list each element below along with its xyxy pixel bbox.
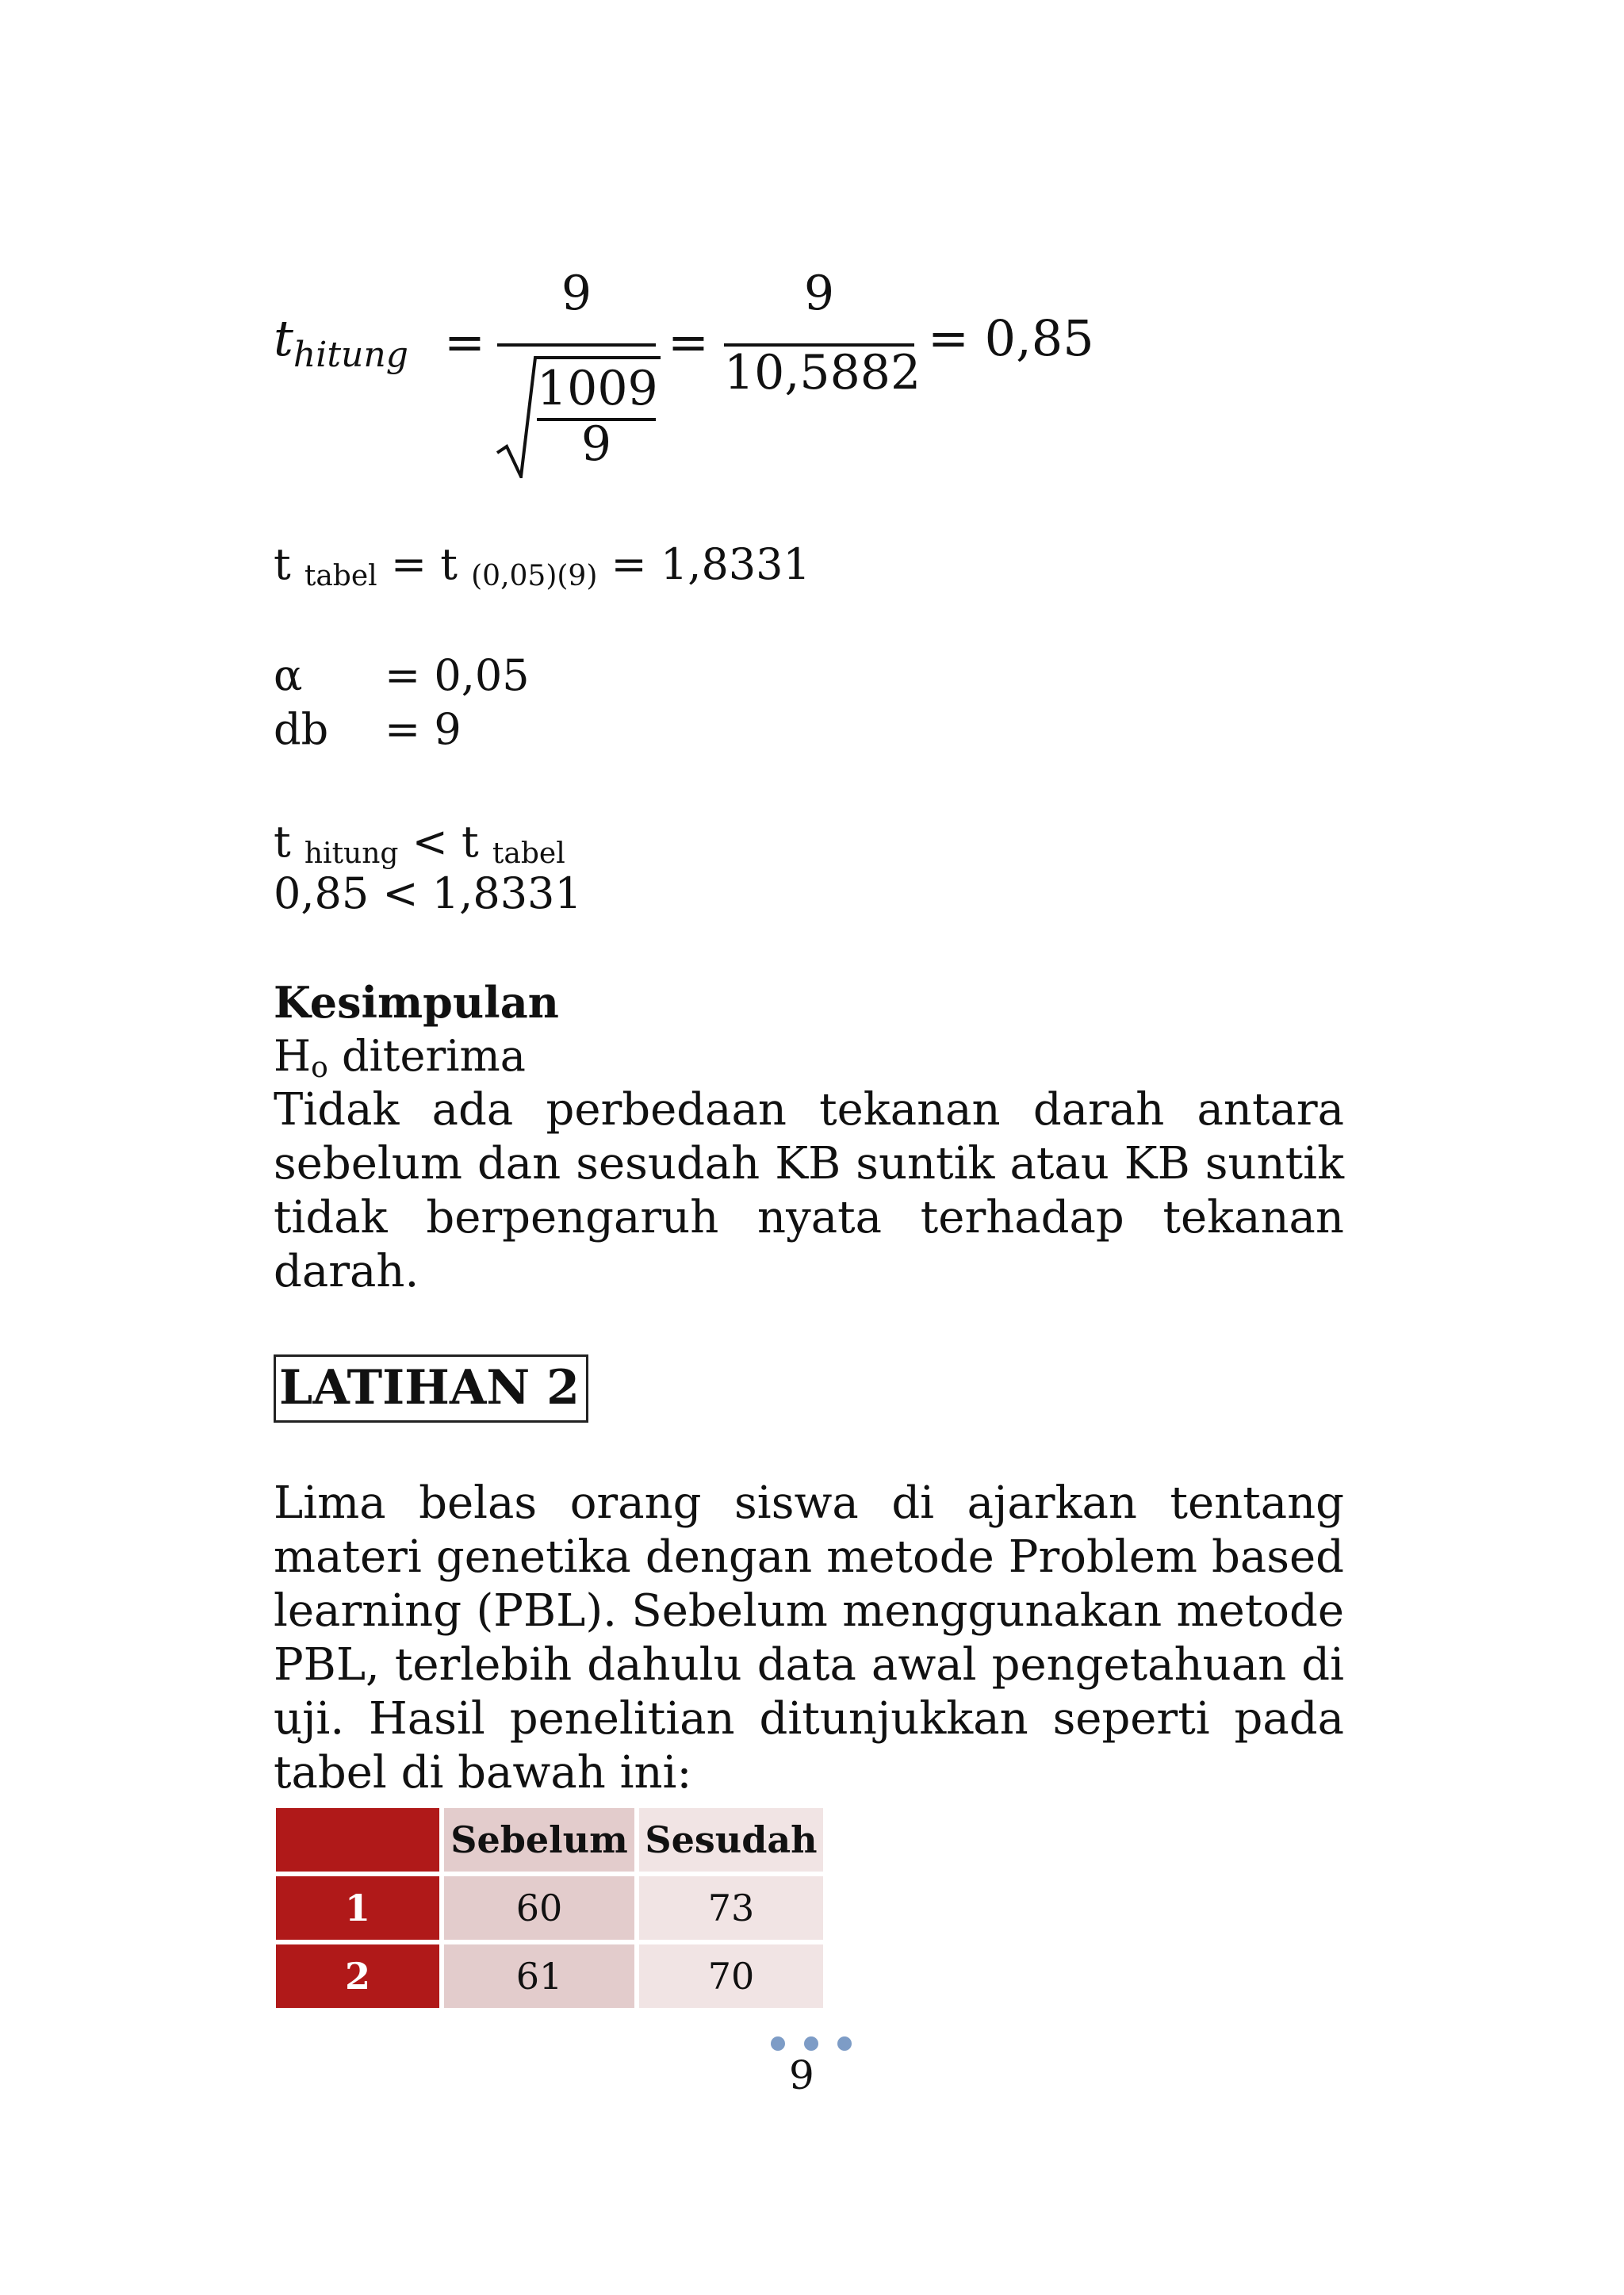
table-row <box>276 1876 823 1940</box>
formula-t-subscript: hitung <box>293 335 408 375</box>
table-corner-cell <box>276 1808 439 1872</box>
db-line: db = 9 <box>274 704 462 754</box>
conclusion-text: Tidak ada perbedaan tekanan darah antara sebelum dan sesudah KB suntik atau KB suntik tidak berpengaruh nyata terhadap tekanan darah. <box>274 1084 1344 1297</box>
row-number: 2 <box>276 1944 439 2008</box>
alpha-line: α = 0,05 <box>274 650 530 700</box>
data-table <box>271 1803 828 2013</box>
conclusion-heading: Kesimpulan <box>274 977 559 1028</box>
header-sebelum: Sebelum <box>444 1808 634 1872</box>
hypothesis-line: $H_o$ diterima <box>274 1031 526 1084</box>
sqrt-inner-numerator: 1009 <box>537 361 658 416</box>
t-tabel-line: t $_{tabel}$ = t $_{(0,05)(9)}$ = 1,8331 <box>274 539 810 592</box>
sqrt-inner-denominator: 9 <box>580 416 612 472</box>
latihan-title: LATIHAN 2 <box>274 1354 588 1423</box>
table-header-row <box>276 1808 823 1872</box>
t-hitung-formula <box>274 266 1146 504</box>
cell-sebelum: 60 <box>444 1876 634 1940</box>
compare-values: 0,85 < 1,8331 <box>274 868 582 918</box>
equals-sign-2: = <box>668 313 709 371</box>
header-sesudah: Sesudah <box>639 1808 823 1872</box>
equals-sign-1: = <box>444 313 485 371</box>
compare-line: t $_{hitung}$ < t $_{tabel}$ <box>274 817 565 870</box>
fraction1-numerator: 9 <box>561 266 592 321</box>
page-number: 9 <box>789 2052 814 2098</box>
fraction1-bar <box>497 343 656 347</box>
formula-result: = 0,85 <box>928 309 1094 367</box>
formula-t-symbol: $t_{hitung}$ <box>274 309 408 375</box>
cell-sesudah: 73 <box>639 1876 823 1940</box>
footer-dots-icon <box>771 2035 866 2054</box>
cell-sebelum: 61 <box>444 1944 634 2008</box>
fraction2-denominator: 10,5882 <box>724 345 921 400</box>
fraction2-numerator: 9 <box>803 266 835 321</box>
cell-sesudah: 70 <box>639 1944 823 2008</box>
latihan-text: Lima belas orang siswa di ajarkan tentang materi genetika dengan metode Problem based learning (PBL). Sebelum menggunakan metode PBL, terlebih dahulu data awal pengetahuan di uji. Hasil penelitian ditunjukkan seperti pada tabel di bawah ini: <box>274 1477 1344 1799</box>
row-number: 1 <box>276 1876 439 1940</box>
table-row <box>276 1944 823 2008</box>
